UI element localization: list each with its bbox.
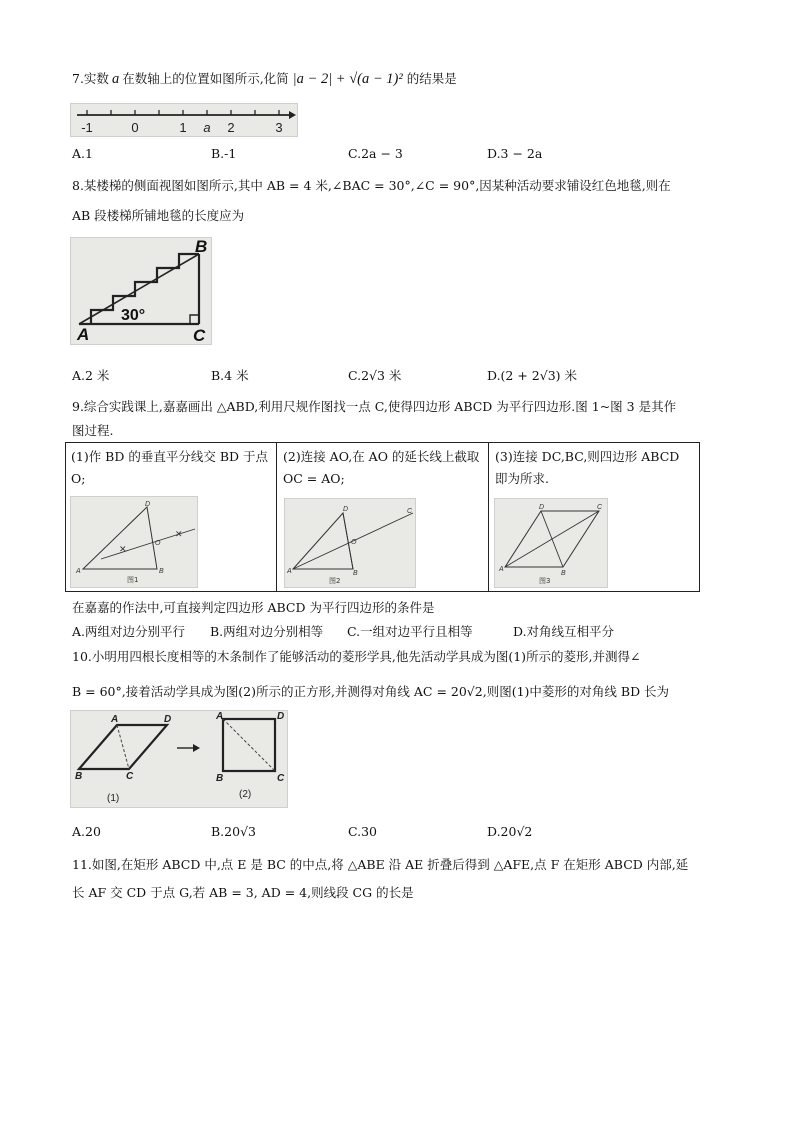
tick-label-a: a — [203, 120, 211, 135]
q8-line-2: AB 段楼梯所铺地毯的长度应为 — [72, 208, 245, 223]
q9-step-2-text: (2)连接 AO,在 AO 的延长线上截取 OC = AO; — [283, 449, 480, 486]
q9-line-1: 9.综合实践课上,嘉嘉画出 △ABD,利用尺规作图找一点 C,使得四边形 ABCD 为平行四边形.图 1~图 3 是其作 — [72, 399, 677, 414]
q8-stem — [72, 175, 742, 227]
pt-b: B — [75, 771, 83, 782]
q8-option-a: A.2 米 — [72, 368, 110, 383]
q9-figure-1 — [70, 496, 198, 588]
pt-c: C — [126, 771, 134, 782]
pt-d: D — [145, 501, 151, 508]
q7-option-c: C.2a − 3 — [348, 146, 403, 161]
q9-figure-2 — [284, 498, 416, 588]
q7-stem — [72, 68, 722, 90]
q9-step-3-text: (3)连接 DC,BC,则四边形 ABCD 即为所求. — [495, 449, 680, 486]
q10-option-a: A.20 — [72, 824, 101, 839]
q8-staircase-figure — [70, 237, 212, 345]
triangle-abd — [293, 513, 353, 569]
tick-label: 3 — [275, 120, 283, 135]
q10-line-2: B = 60°,接着活动学具成为图(2)所示的正方形,并测得对角线 AC = 20√2,则图(1)中菱形的对角线 BD 长为 — [72, 684, 670, 699]
pt-b: B — [353, 570, 358, 577]
q9-option-b: B.两组对边分别相等 — [210, 624, 324, 639]
rhombus-diagonal — [117, 725, 129, 769]
svg-text:✕: ✕ — [175, 529, 183, 539]
number-line-arrow — [289, 111, 296, 119]
q11-line-1: 11.如图,在矩形 ABCD 中,点 E 是 BC 的中点,将 △ABE 沿 AE 折叠后得到 △AFE,点 F 在矩形 ABCD 内部,延 — [72, 857, 689, 872]
q7-suffix: 的结果是 — [406, 71, 457, 86]
q10-stem — [72, 646, 752, 703]
q11-line-2: 长 AF 交 CD 于点 G,若 AB = 3, AD = 4,则线段 CG 的长是 — [72, 885, 414, 900]
arrow-head-icon — [193, 744, 200, 752]
pt-d: D — [343, 506, 349, 513]
label-c: C — [193, 326, 206, 345]
label-a: A — [77, 325, 90, 344]
pt-d: D — [164, 714, 172, 725]
q7-option-a: A.1 — [72, 146, 93, 161]
pt-a: A — [499, 566, 504, 573]
q9-option-d: D.对角线互相平分 — [513, 624, 615, 639]
caption: 图2 — [329, 577, 341, 585]
right-angle-mark — [190, 315, 199, 324]
q7-option-d: D.3 − 2a — [487, 146, 543, 161]
angle-label: 30° — [121, 307, 146, 324]
pt-b: B — [216, 773, 224, 784]
svg-text:✕: ✕ — [119, 544, 127, 554]
q7-number-line-figure — [70, 103, 298, 137]
q7-option-b: B.-1 — [211, 146, 237, 161]
q9-option-a: A.两组对边分别平行 — [72, 624, 186, 639]
pt-b: B — [561, 570, 566, 577]
tick-label: 1 — [179, 120, 187, 135]
tick-label: 2 — [227, 120, 235, 135]
pt-c: C — [277, 773, 285, 784]
q9-stem — [72, 396, 742, 442]
q7-mid: 在数轴上的位置如图所示,化简 — [122, 71, 289, 86]
q8-option-b: B.4 米 — [211, 368, 249, 383]
q7-expression: |a − 2| + √(a − 1)² — [292, 71, 403, 87]
pt-a: A — [287, 568, 292, 575]
pt-a: A — [216, 711, 224, 722]
q9-question: 在嘉嘉的作法中,可直接判定四边形 ABCD 为平行四边形的条件是 — [72, 600, 435, 615]
pt-d: D — [277, 711, 285, 722]
pt-b: B — [159, 568, 164, 575]
fig-1-caption: (1) — [107, 793, 120, 804]
q9-option-c: C.一组对边平行且相等 — [347, 624, 473, 639]
caption: 图1 — [127, 576, 139, 584]
pt-d: D — [539, 504, 545, 511]
diagonal-bd — [541, 511, 563, 567]
tick-label: 0 — [131, 120, 139, 135]
q11-stem — [72, 854, 752, 904]
q9-figure-3 — [494, 498, 608, 588]
q8-line-1: 8.某楼梯的侧面视图如图所示,其中 AB = 4 米,∠BAC = 30°,∠C = 90°,因某种活动要求铺设红色地毯,则在 — [72, 178, 671, 193]
pt-a: A — [111, 714, 119, 725]
pt-o: O — [155, 540, 161, 547]
pt-c: C — [407, 508, 413, 515]
q7-prefix: 7.实数 — [72, 71, 109, 86]
pt-a: A — [76, 568, 81, 575]
pt-c: C — [597, 504, 603, 511]
q10-rhombus-figure — [70, 710, 288, 808]
q10-option-d: D.20√2 — [487, 824, 533, 839]
q10-option-b: B.20√3 — [211, 824, 256, 839]
q7-var-a: a — [111, 71, 120, 87]
q10-line-1: 10.小明用四根长度相等的木条制作了能够活动的菱形学具,他先活动学具成为图(1)所示的菱形,并测得∠ — [72, 649, 641, 664]
q9-step-1-text: (1)作 BD 的垂直平分线交 BD 于点 O; — [71, 449, 269, 486]
q8-option-d: D.(2 + 2√3) 米 — [487, 368, 578, 383]
pt-o: O — [351, 539, 357, 546]
label-b: B — [195, 237, 208, 256]
square-diagonal — [223, 719, 275, 771]
triangle-abd — [83, 507, 157, 569]
caption: 图3 — [539, 577, 551, 585]
fig-2-caption: (2) — [239, 789, 252, 800]
q9-line-2: 图过程. — [72, 423, 114, 438]
q8-option-c: C.2√3 米 — [348, 368, 402, 383]
tick-label: -1 — [81, 120, 93, 135]
q10-option-c: C.30 — [348, 824, 377, 839]
